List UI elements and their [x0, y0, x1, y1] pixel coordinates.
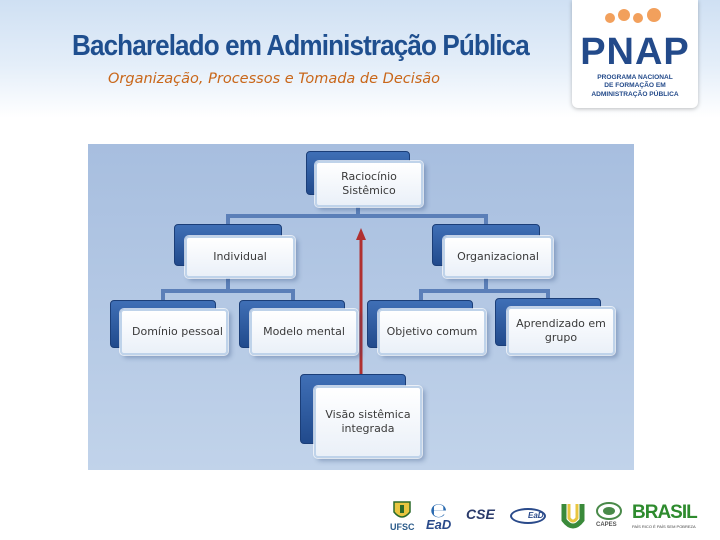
individual-node-label: Individual [213, 250, 267, 263]
ead-oval-logo [510, 508, 546, 524]
personal-mastery-node [120, 309, 228, 355]
cse-logo [466, 506, 506, 526]
ead-logo [424, 500, 458, 534]
diagram-panel [88, 144, 634, 470]
page-subtitle: Organização, Processos e Tomada de Decisão [108, 71, 441, 87]
ufsc-label: UFSC [390, 522, 415, 532]
cse-label: CSE [466, 506, 495, 522]
integrated-vision-node-label: Visão sistêmica integrada [325, 408, 411, 435]
organizational-node [443, 236, 553, 278]
personal-mastery-node-label: Domínio pessoal [132, 325, 223, 338]
root-node [315, 161, 423, 207]
brasil-label: BRASIL [632, 502, 697, 523]
uab-u-icon [560, 502, 586, 532]
ufsc-crest-icon [390, 500, 414, 522]
brasil-logo [632, 502, 710, 532]
common-goal-node [378, 309, 486, 355]
pnap-tagline: PROGRAMA NACIONAL DE FORMAÇÃO EM ADMINISTRAÇÃO PÚBLICA [591, 74, 679, 98]
pnap-logo [572, 0, 698, 108]
root-node-label: Raciocínio Sistêmico [341, 170, 397, 197]
integrated-vision-node [314, 386, 422, 458]
individual-node [185, 236, 295, 278]
common-goal-node-label: Objetivo comum [386, 325, 478, 338]
ead-oval-label: EaD [528, 511, 544, 520]
group-learning-node-label: Aprendizado em grupo [516, 317, 606, 344]
brasil-tagline: PAÍS RICO É PAÍS SEM POBREZA [632, 524, 696, 529]
organizational-node-label: Organizacional [457, 250, 539, 263]
capes-logo [594, 500, 624, 534]
capes-label: CAPES [596, 522, 617, 528]
partner-logos [386, 500, 711, 534]
page-title: Bacharelado em Administração Pública [72, 30, 529, 62]
group-learning-node [507, 307, 615, 355]
mental-model-node-label: Modelo mental [263, 325, 345, 338]
ead-swirl-icon: ℮ [430, 498, 448, 522]
uab-logo [560, 502, 586, 532]
mental-model-node [250, 309, 358, 355]
pnap-wordmark: PNAP [580, 31, 690, 73]
ufsc-logo [390, 500, 414, 534]
uab-label [560, 502, 562, 503]
ead-label: EaD [426, 517, 452, 532]
capes-emblem-icon [594, 500, 624, 522]
